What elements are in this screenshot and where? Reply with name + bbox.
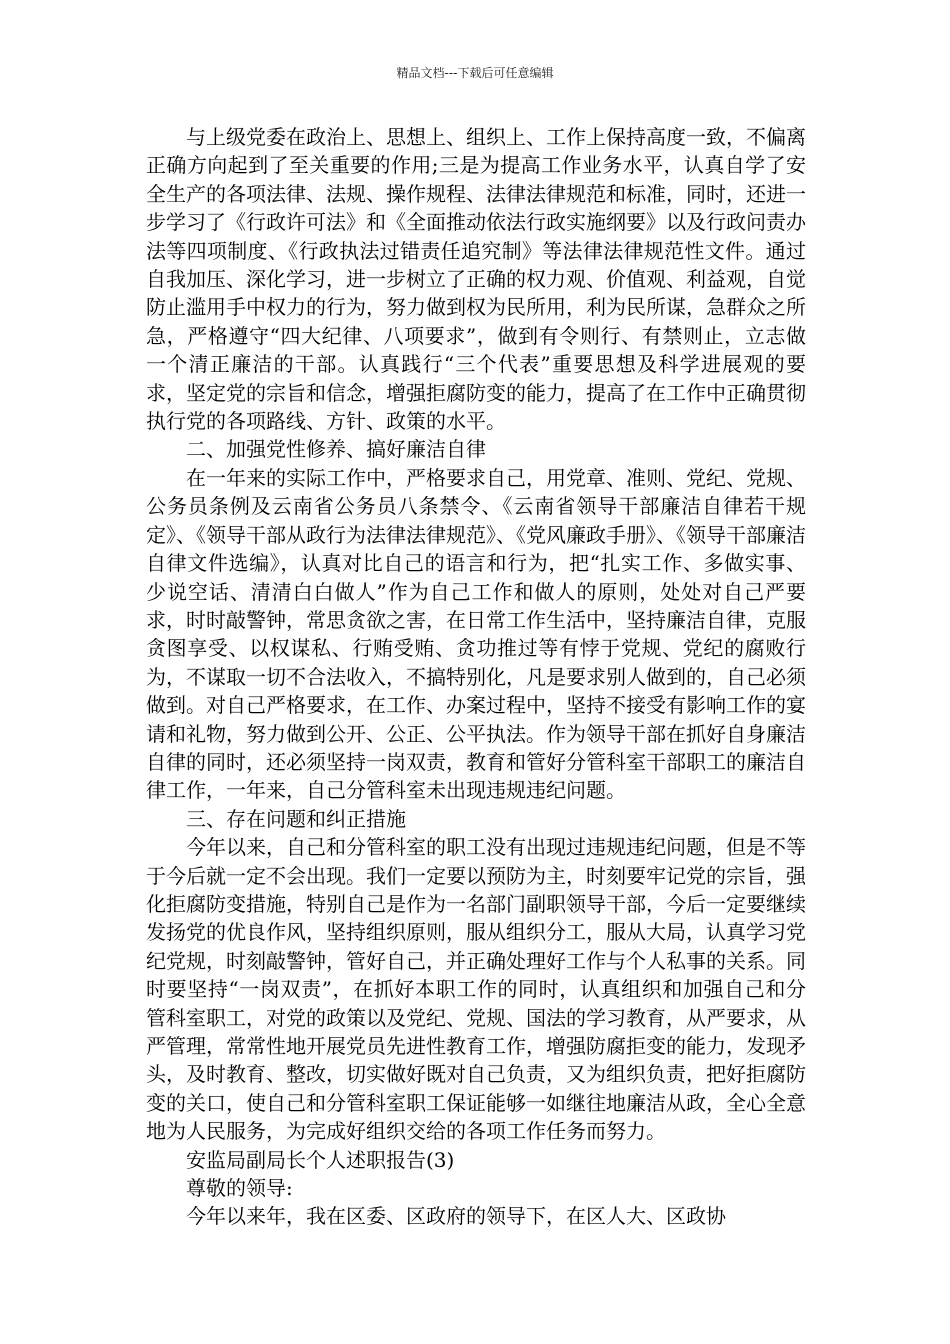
section-heading-integrity: 二、加强党性修养、搞好廉洁自律	[186, 437, 486, 462]
page-header: 精品文档---下载后可任意编辑	[396, 66, 554, 80]
report-title: 安监局副局长个人述职报告(3)	[186, 1147, 455, 1172]
paragraph-opening: 今年以来年，我在区委、区政府的领导下，在区人大、区政协	[186, 1204, 726, 1229]
paragraph-political-alignment: 与上级党委在政治上、思想上、组织上、工作上保持高度一致，不偏离正确方向起到了至关重要的作用;三是为提高工作业务水平，认真自学了安全生产的各项法律、法规、操作规程、法律法律规范和标准，同时，还进一步学习了《行政许可法》和《全面推动依法行政实施纲要》以及行政问责办法等四项制度、《行政执法过错责任追究制》等法律法律规范性文件。通过自我加压、深化学习，进一步树立了正确的权力观、价值观、利益观，自觉防止滥用手中权力的行为，努力做到权为民所用，利为民所谋，急群众之所急，严格遵守“四大纪律、八项要求”，做到有令则行、有禁则止，立志做一个清正廉洁的干部。认真践行“三个代表”重要思想及科学进展观的要求，坚定党的宗旨和信念，增强拒腐防变的能力，提高了在工作中正确贯彻执行党的各项路线、方针、政策的水平。	[146, 125, 806, 434]
salutation: 尊敬的领导:	[186, 1176, 293, 1201]
document-body	[146, 123, 806, 1231]
paragraph-corrective-measures: 今年以来，自己和分管科室的职工没有出现过违规违纪问题，但是不等于今后就一定不会出现。我们一定要以预防为主，时刻要牢记党的宗旨，强化拒腐防变措施，特别自己是作为一名部门副职领导干部，今后一定要继续发扬党的优良作风，坚持组织原则，服从组织分工，服从大局，认真学习党纪党规，时刻敲警钟，管好自己，并正确处理好工作与个人私事的关系。同时要坚持“一岗双责”，在抓好本职工作的同时，认真组织和加强自己和分管科室职工，对党的政策以及党纪、党规、国法的学习教育，从严要求，从严管理，常常性地开展党员先进性教育工作，增强防腐拒变的能力，发现矛头，及时教育、整改，切实做好既对自己负责，又为组织负责，把好拒腐防变的关口，使自己和分管科室职工保证能够一如继往地廉洁从政，全心全意地为人民服务，为完成好组织交给的各项工作任务而努力。	[146, 835, 806, 1144]
section-heading-problems: 三、存在问题和纠正措施	[186, 806, 406, 831]
paragraph-self-discipline: 在一年来的实际工作中，严格要求自己，用党章、准则、党纪、党规、公务员条例及云南省公务员八条禁令、《云南省领导干部廉洁自律若干规定》、《领导干部从政行为法律法律规范》、《党风廉政手册》、《领导干部廉洁自律文件选编》，认真对比自己的语言和行为，把“扎实工作、多做实事、少说空话、清清白白做人”作为自己工作和做人的原则，处处对自己严要求，时时敲警钟，常思贪欲之害，在日常工作生活中，坚持廉洁自律，克服贪图享受、以权谋私、行贿受贿、贪功推过等有悖于党规、党纪的腐败行为，不谋取一切不合法收入，不搞特别化，凡是要求别人做到的，自己必须做到。对自己严格要求，在工作、办案过程中，坚持不接受有影响工作的宴请和礼物，努力做到公开、公正、公平执法。作为领导干部在抓好自身廉洁自律的同时，还必须坚持一岗双责，教育和管好分管科室干部职工的廉洁自律工作，一年来，自己分管科室未出现违规违纪问题。	[146, 465, 806, 803]
